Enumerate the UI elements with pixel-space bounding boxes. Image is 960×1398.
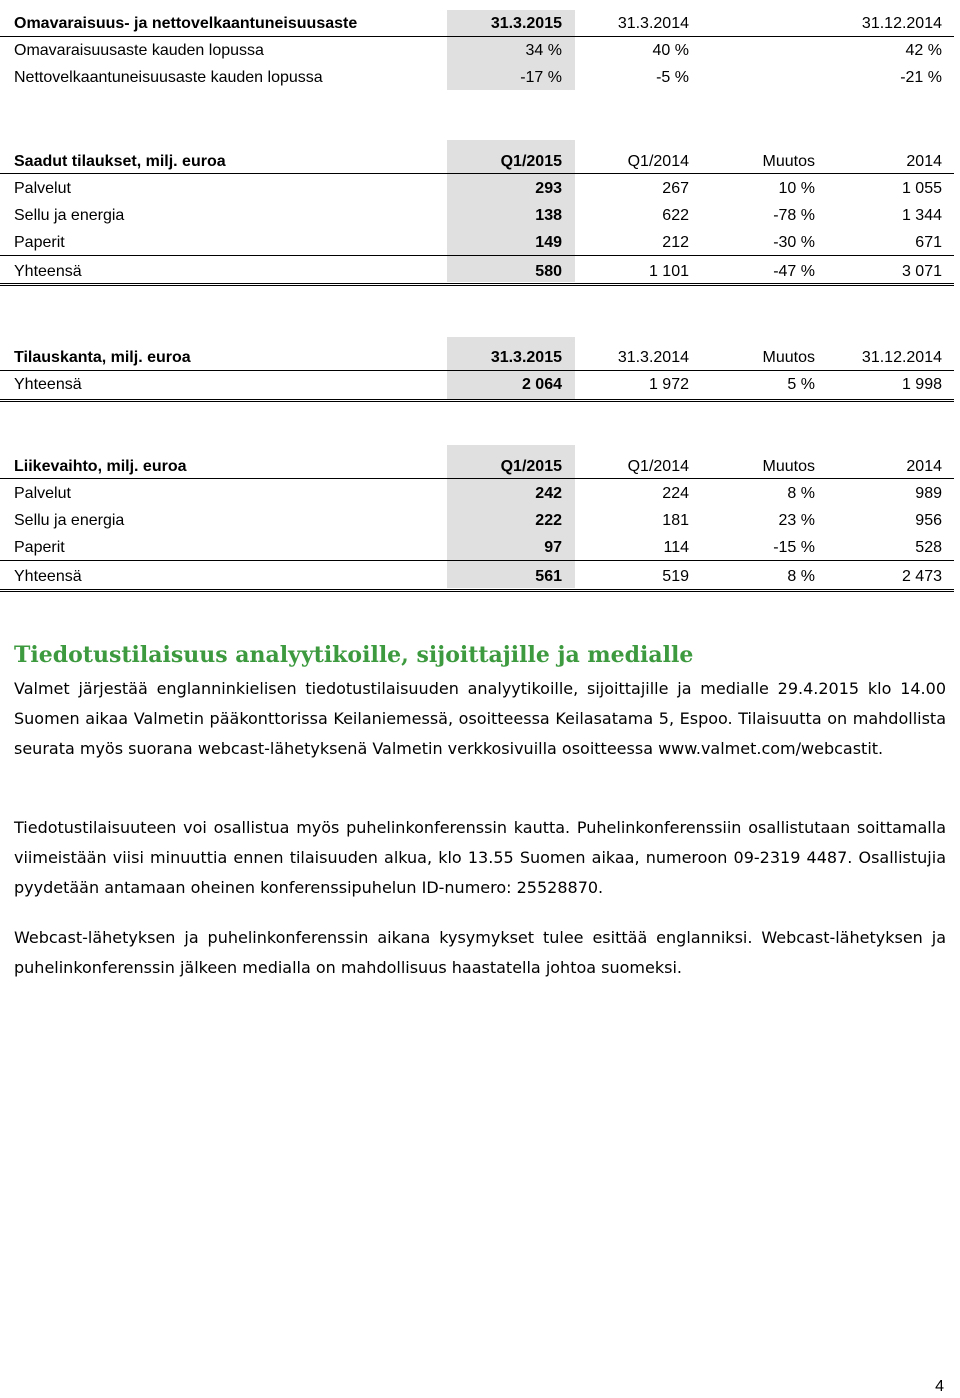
cell-col-4: -21 % — [900, 68, 942, 86]
cell-col-3: 23 % — [778, 511, 815, 529]
table-divider — [0, 36, 954, 37]
row-label: Yhteensä — [14, 262, 82, 280]
cell-col-1: 34 % — [525, 41, 562, 59]
table-divider — [0, 478, 954, 479]
row-label: Paperit — [14, 538, 65, 556]
table-divider — [0, 560, 954, 561]
cell-col-2: 622 — [662, 206, 689, 224]
cell-col-3: 5 % — [787, 375, 815, 393]
row-label: Palvelut — [14, 484, 71, 502]
cell-col-2: 181 — [662, 511, 689, 529]
cell-col-4: 989 — [915, 484, 942, 502]
cell-col-1: -17 % — [520, 68, 562, 86]
equity-table — [0, 10, 954, 91]
table-row — [0, 507, 954, 534]
cell-col-2: 519 — [662, 567, 689, 585]
cell-col-1: 293 — [535, 179, 562, 197]
header-col-1: 31.3.2015 — [490, 348, 562, 366]
cell-col-2: 1 101 — [648, 262, 689, 280]
table-total-row — [0, 371, 954, 398]
cell-col-4: 2 473 — [901, 567, 942, 585]
cell-col-4: 1 055 — [901, 179, 942, 197]
row-label: Sellu ja energia — [14, 206, 125, 224]
table-total-row — [0, 258, 954, 285]
cell-col-1: 561 — [535, 567, 562, 585]
section-heading: Tiedotustilaisuus analyytikoille, sijoittajille ja medialle — [14, 642, 694, 668]
cell-col-1: 149 — [535, 233, 562, 251]
cell-col-2: 40 % — [652, 41, 689, 59]
header-col-2: 31.3.2014 — [617, 348, 689, 366]
table-double-divider — [0, 283, 954, 286]
paragraph: Tiedotustilaisuuteen voi osallistua myös puhelinkonferenssin kautta. Puhelinkonferenssiin osallistutaan soittamalla viimeistään viisi minuuttia ennen tilaisuuden alkua, klo 13.55 Suomen aikaa, numeroon 09-2319 4487. Osallistujia pyydetään antamaan oheinen konferenssipuhelun ID-numero: 25528870. — [14, 818, 946, 897]
backlog-table — [0, 344, 954, 398]
header-col-3: Muutos — [762, 457, 815, 475]
cell-col-1: 580 — [535, 262, 562, 280]
cell-col-4: 42 % — [905, 41, 942, 59]
table-header-row — [0, 344, 954, 371]
table-divider — [0, 173, 954, 174]
table-row — [0, 175, 954, 202]
cell-col-3: 8 % — [787, 484, 815, 502]
row-label: Yhteensä — [14, 567, 82, 585]
table-double-divider — [0, 589, 954, 592]
cell-col-1: 222 — [535, 511, 562, 529]
table-row — [0, 534, 954, 561]
cell-col-4: 1 344 — [901, 206, 942, 224]
table-total-row — [0, 563, 954, 590]
table-header-label: Liikevaihto, milj. euroa — [14, 457, 187, 475]
table-divider — [0, 370, 954, 371]
row-label: Sellu ja energia — [14, 511, 125, 529]
header-col-1: Q1/2015 — [500, 457, 562, 475]
cell-col-1: 138 — [535, 206, 562, 224]
cell-col-4: 671 — [915, 233, 942, 251]
table-header-label: Tilauskanta, milj. euroa — [14, 348, 191, 366]
table-header-label: Saadut tilaukset, milj. euroa — [14, 152, 226, 170]
cell-col-1: 97 — [544, 538, 562, 556]
table-row — [0, 37, 954, 64]
header-col-3: Muutos — [762, 152, 815, 170]
table-header-row — [0, 10, 954, 37]
table-row — [0, 64, 954, 91]
cell-col-3: -30 % — [773, 233, 815, 251]
cell-col-4: 528 — [915, 538, 942, 556]
cell-col-4: 956 — [915, 511, 942, 529]
cell-col-1: 242 — [535, 484, 562, 502]
table-double-divider — [0, 399, 954, 402]
cell-col-4: 1 998 — [901, 375, 942, 393]
cell-col-2: 114 — [663, 538, 689, 556]
table-header-row — [0, 453, 954, 480]
header-col-2: Q1/2014 — [627, 152, 689, 170]
page-number: 4 — [935, 1378, 944, 1395]
header-col-4: 31.12.2014 — [861, 348, 942, 366]
cell-col-3: 8 % — [787, 567, 815, 585]
cell-col-3: -47 % — [773, 262, 815, 280]
paragraph: Webcast-lähetyksen ja puhelinkonferenssin aikana kysymykset tulee esittää englanniksi. Webcast-lähetyksen ja puhelinkonferenssin jälkeen medialla on mahdollisuus haastatella johtoa suomeksi. — [14, 928, 946, 977]
cell-col-3: -15 % — [773, 538, 815, 556]
row-label: Nettovelkaantuneisuusaste kauden lopussa — [14, 68, 323, 86]
header-col-1: Q1/2015 — [500, 152, 562, 170]
header-col-2: 31.3.2014 — [617, 14, 689, 32]
table-row — [0, 229, 954, 256]
cell-col-2: 1 972 — [648, 375, 689, 393]
header-col-4: 2014 — [906, 152, 942, 170]
row-label: Yhteensä — [14, 375, 82, 393]
cell-col-2: 224 — [662, 484, 689, 502]
table-divider — [0, 255, 954, 256]
orders-table — [0, 148, 954, 285]
row-label: Paperit — [14, 233, 65, 251]
paragraph: Valmet järjestää englanninkielisen tiedotustilaisuuden analyytikoille, sijoittajille ja medialle 29.4.2015 klo 14.00 Suomen aikaa Valmetin pääkonttorissa Keilaniemessä, osoitteessa Keilasatama 5, Espoo. Tilaisuutta on mahdollista seurata myös suorana webcast-lähetyksenä Valmetin verkkosivuilla osoitteessa www.valmet.com/webcastit. — [14, 679, 946, 758]
header-col-4: 2014 — [906, 457, 942, 475]
header-col-2: Q1/2014 — [627, 457, 689, 475]
cell-col-3: -78 % — [773, 206, 815, 224]
row-label: Omavaraisuusaste kauden lopussa — [14, 41, 264, 59]
cell-col-3: 10 % — [778, 179, 815, 197]
cell-col-1: 2 064 — [521, 375, 562, 393]
cell-col-2: 267 — [662, 179, 689, 197]
header-col-1: 31.3.2015 — [490, 14, 562, 32]
cell-col-2: -5 % — [656, 68, 689, 86]
header-col-3: Muutos — [762, 348, 815, 366]
table-row — [0, 480, 954, 507]
table-header-label: Omavaraisuus- ja nettovelkaantuneisuusaste — [14, 14, 358, 32]
sales-table — [0, 453, 954, 590]
cell-col-2: 212 — [662, 233, 689, 251]
table-header-row — [0, 148, 954, 175]
row-label: Palvelut — [14, 179, 71, 197]
cell-col-4: 3 071 — [901, 262, 942, 280]
header-col-4: 31.12.2014 — [861, 14, 942, 32]
table-row — [0, 202, 954, 229]
